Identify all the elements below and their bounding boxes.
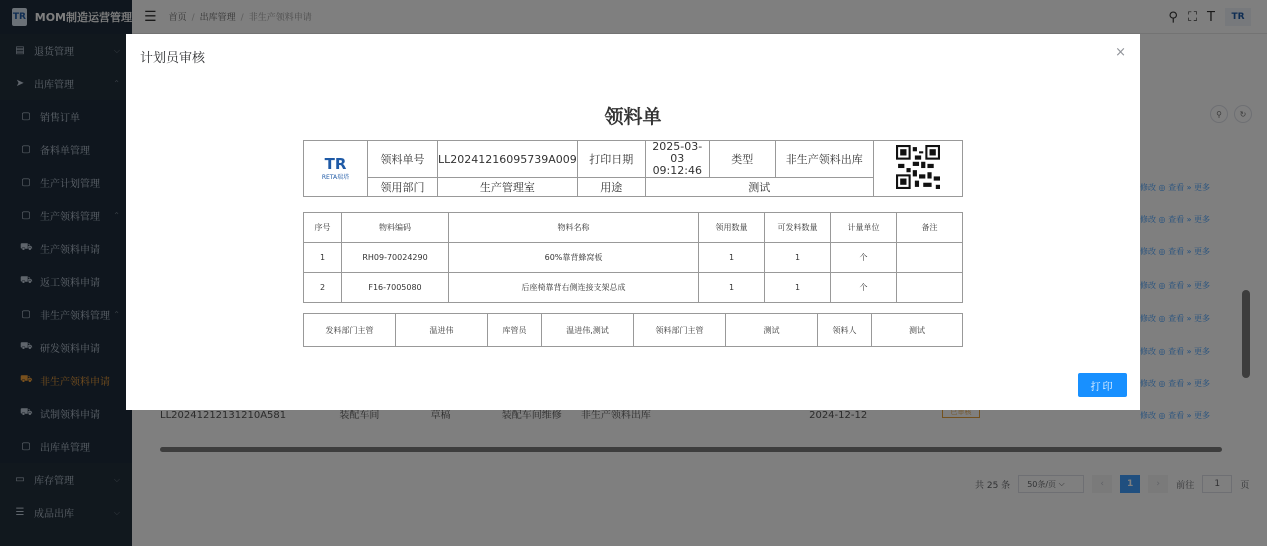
issue-supervisor-label: 发料部门主管 [304, 314, 396, 347]
dept-value: 生产管理室 [438, 178, 578, 197]
review-dialog [126, 34, 1140, 410]
order-no-value: LL20241216095739A009 [438, 141, 578, 178]
qr-code [873, 141, 962, 197]
issue-supervisor-value: 温进伟 [396, 314, 488, 347]
cell-remark [897, 273, 963, 303]
items-header-row [304, 213, 963, 243]
document-title: 领料单 [604, 106, 662, 128]
cell-code: RH09-70024290 [342, 243, 449, 273]
col-unit: 计量单位 [831, 213, 897, 243]
cell-unit: 个 [831, 243, 897, 273]
purpose-value: 测试 [645, 178, 873, 197]
close-icon[interactable]: × [1115, 45, 1126, 60]
print-date-value: 2025-03-03 09:12:46 [645, 141, 709, 178]
type-label: 类型 [709, 141, 775, 178]
receive-supervisor-label: 领料部门主管 [634, 314, 726, 347]
cell-qty: 1 [699, 273, 765, 303]
items-table [303, 212, 963, 303]
cell-remark [897, 243, 963, 273]
col-code: 物料编码 [342, 213, 449, 243]
receiver-value: 测试 [872, 314, 963, 347]
qr-code-icon [896, 145, 940, 189]
dept-label: 领用部门 [368, 178, 438, 197]
order-no-label: 领料单号 [368, 141, 438, 178]
purpose-label: 用途 [577, 178, 645, 197]
document-header-table [303, 140, 963, 197]
cell-qty: 1 [699, 243, 765, 273]
cell-unit: 个 [831, 273, 897, 303]
type-value: 非生产领料出库 [775, 141, 873, 178]
col-index: 序号 [304, 213, 342, 243]
receive-supervisor-value: 测试 [726, 314, 818, 347]
receiver-label: 领料人 [818, 314, 872, 347]
print-button[interactable]: 打印 [1078, 373, 1127, 397]
col-name: 物料名称 [449, 213, 699, 243]
warehouse-value: 温进伟,测试 [542, 314, 634, 347]
warehouse-label: 库管员 [488, 314, 542, 347]
print-date-label: 打印日期 [577, 141, 645, 178]
company-logo: TR RETA瑞塔 [304, 141, 368, 197]
cell-code: F16-7005080 [342, 273, 449, 303]
cell-name: 60%靠背蜂窝板 [449, 243, 699, 273]
cell-name: 后座椅靠背右侧连接支架总成 [449, 273, 699, 303]
cell-available: 1 [765, 243, 831, 273]
cell-available: 1 [765, 273, 831, 303]
cell-index: 2 [304, 273, 342, 303]
signature-table [303, 313, 963, 347]
dialog-title: 计划员审核 [140, 51, 206, 66]
col-qty: 领用数量 [699, 213, 765, 243]
col-available: 可发料数量 [765, 213, 831, 243]
table-row [304, 273, 963, 303]
col-remark: 备注 [897, 213, 963, 243]
cell-index: 1 [304, 243, 342, 273]
table-row [304, 243, 963, 273]
